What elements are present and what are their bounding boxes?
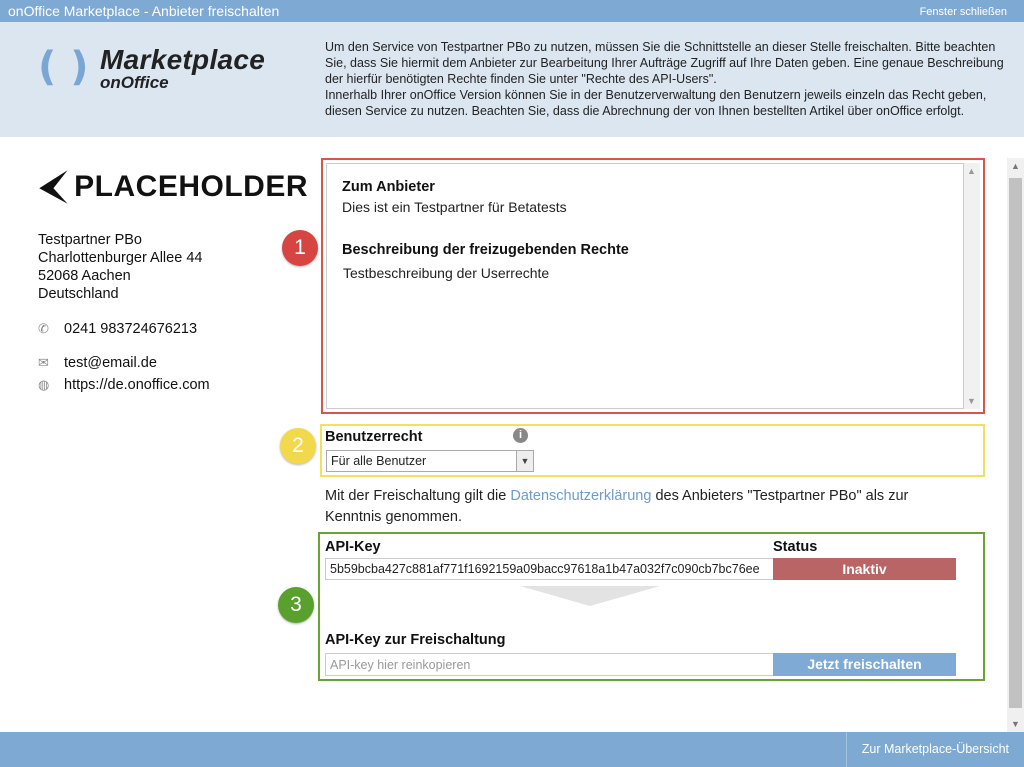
about-text: Dies ist ein Testpartner für Betatests — [342, 199, 567, 215]
info-icon[interactable]: i — [513, 428, 528, 443]
window-title: onOffice Marketplace - Anbieter freischalten — [8, 3, 280, 19]
page-scrollbar[interactable] — [1007, 158, 1024, 732]
unlock-button[interactable]: Jetzt freischalten — [773, 653, 956, 676]
phone-icon: ✆ — [38, 321, 49, 336]
status-badge: Inaktiv — [773, 558, 956, 580]
email-address[interactable]: test@email.de — [64, 355, 157, 371]
page-scroll-thumb[interactable] — [1009, 178, 1022, 708]
provider-country: Deutschland — [38, 286, 119, 302]
description-scrollbar[interactable] — [964, 163, 980, 409]
phone-number: 0241 983724676213 — [64, 321, 198, 337]
page-scroll-down-icon[interactable]: ▼ — [1011, 719, 1020, 729]
phone-row — [38, 318, 308, 340]
website-row — [38, 374, 308, 396]
description-section — [321, 158, 985, 414]
provider-info — [38, 158, 308, 396]
unlock-key-input[interactable] — [325, 653, 774, 676]
scroll-down-icon[interactable]: ▼ — [967, 396, 976, 406]
consent-after: des Anbieters "Testpartner PBo" als zur Kenntnis genommen. — [325, 488, 909, 525]
provider-address — [38, 231, 308, 303]
website-link[interactable]: https://de.onoffice.com — [64, 377, 210, 393]
logo-subtitle: onOffice — [100, 73, 169, 92]
user-right-section — [320, 424, 985, 477]
close-window-link[interactable]: Fenster schließen — [919, 6, 1007, 18]
rights-text: Testbeschreibung der Userrechte — [343, 265, 550, 281]
arrow-down-icon — [520, 586, 660, 606]
consent-before: Mit der Freischaltung gilt die — [325, 488, 511, 504]
footer-bar — [0, 732, 1024, 767]
bracket-logo-icon: ( ) — [38, 44, 89, 90]
title-bar — [0, 0, 1024, 22]
step-badge-3: 3 — [278, 587, 314, 623]
user-right-selected: Für alle Benutzer — [331, 454, 427, 468]
intro-text — [325, 39, 1005, 119]
about-heading: Zum Anbieter — [342, 179, 435, 195]
step-badge-1: 1 — [282, 230, 318, 266]
provider-street: Charlottenburger Allee 44 — [38, 250, 203, 266]
marketplace-logo — [38, 44, 278, 94]
rights-heading: Beschreibung der freizugebenden Rechte — [342, 242, 629, 258]
chevron-down-icon[interactable]: ▼ — [516, 451, 533, 471]
description-panel — [326, 163, 964, 409]
page-scroll-up-icon[interactable]: ▲ — [1011, 161, 1020, 171]
consent-text — [325, 486, 965, 528]
api-key-section — [318, 532, 985, 681]
provider-name: Testpartner PBo — [38, 232, 142, 248]
envelope-icon: ✉ — [38, 355, 49, 370]
user-right-label: Benutzerrecht — [325, 429, 423, 445]
globe-icon: ◍ — [38, 377, 50, 392]
logo-brand: Marketplace — [100, 44, 266, 75]
intro-paragraph: Um den Service von Testpartner PBo zu nutzen, müssen Sie die Schnittstelle an dieser Stelle freischalten. Bitte beachten Sie, dass Sie hiermit dem Anbieter zur Bearbeitung Ihrer Aufträge Zugriff auf Ihre Daten geben. Eine genaue Beschreibung der hierfür benötigten Rechte finden Sie unter "Rechte des API-Users". Innerhalb Ihrer onOffice Version können Sie in der Benutzerverwaltung den Benutzern jeweils einzeln das Recht geben, diesen Service zu nutzen. Beachten Sie, dass die Abrechnung der von Ihnen bestellten Artikel über onOffice erfolgt. — [325, 40, 1004, 118]
scroll-up-icon[interactable]: ▲ — [967, 166, 976, 176]
provider-logo-icon — [38, 159, 70, 215]
marketplace-overview-button[interactable]: Zur Marketplace-Übersicht — [846, 732, 1024, 767]
provider-city: 52068 Aachen — [38, 268, 131, 284]
unlock-key-heading: API-Key zur Freischaltung — [325, 632, 506, 648]
user-right-select[interactable] — [326, 450, 534, 472]
api-key-field[interactable]: 5b59bcba427c881af771f1692159a09bacc97618a1b47a032f7c090cb7bc76ee — [325, 558, 774, 580]
provider-logo-text: PLACEHOLDER — [74, 170, 308, 203]
header — [0, 22, 1024, 137]
api-key-heading: API-Key — [325, 539, 381, 555]
provider-logo — [38, 158, 308, 216]
email-row — [38, 352, 308, 374]
status-heading: Status — [773, 539, 818, 555]
privacy-policy-link[interactable]: Datenschutzerklärung — [510, 488, 652, 504]
step-badge-2: 2 — [280, 428, 316, 464]
